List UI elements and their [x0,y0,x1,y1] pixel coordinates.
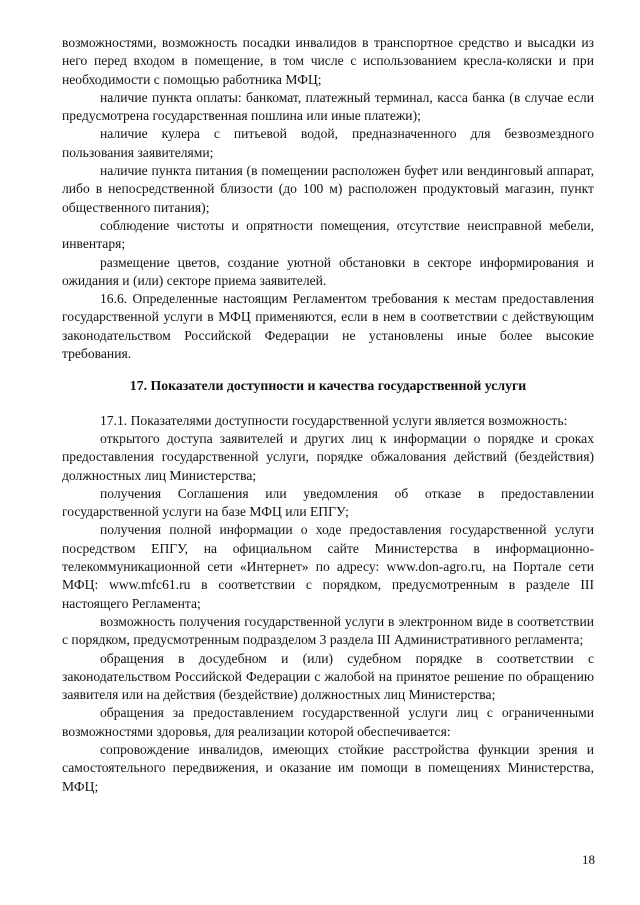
paragraph-water-cooler: наличие кулера с питьевой водой, предназначенного для безвозмездного пользования заявителями; [62,126,594,160]
paragraph-continuation: возможностями, возможность посадки инвалидов в транспортное средство и высадки из него перед входом в помещение, в том числе с использованием кресла-коляски и при необходимости с помощью работника МФЦ; [62,35,594,87]
paragraph-open-access: открытого доступа заявителей и других лиц к информации о порядке и сроках предоставления государственной услуги, порядке обжалования действий (бездействия) должностных лиц Министерства; [62,430,594,483]
paragraph-flowers: размещение цветов, создание уютной обстановки в секторе информирования и ожидания и (или) секторе приема заявителей. [62,254,594,288]
paragraph-electronic: возможность получения государственной услуги в электронном виде в соответствии с порядком, предусмотренным подразделом 3 раздела III Административного регламента; [62,613,594,648]
paragraph-payment-point: наличие пункта оплаты: банкомат, платежный терминал, касса банка (в случае если предусмотрена государственная пошлина или иные платежи); [62,89,594,124]
page-number: 18 [582,852,595,867]
paragraph-full-info: получения полной информации о ходе предоставления государственной услуги посредством ЕПГУ, на официальном сайте Министерства в информационно-телекоммуникационной сети «Интернет» по адресу: www.don-agro.ru, на Портале сети МФЦ: www.mfc61.ru в соответствии с порядком, предусмотренным в разделе III настоящего Регламента; [62,522,594,611]
paragraph-agreement: получения Соглашения или уведомления об отказе в предоставлении государственной услуги на базе МФЦ или ЕПГУ; [62,485,594,520]
paragraph-food-point: наличие пункта питания (в помещении расположен буфет или вендинговый аппарат, либо в непосредственной близости (до 100 м) расположен продуктовый магазин, пункт общественного питания); [62,163,594,215]
paragraph-escort: сопровождение инвалидов, имеющих стойкие расстройства функции зрения и самостоятельного передвижения, и оказание им помощи в помещениях Министерства, МФЦ; [62,741,594,794]
paragraph-17-1: 17.1. Показателями доступности государственной услуги является возможность: [100,412,568,428]
paragraph-disabled-access: обращения за предоставлением государственной услуги лиц с ограниченными возможностями здоровья, для реализации которой обеспечивается: [62,705,594,739]
section-heading: 17. Показатели доступности и качества государственной услуги [129,378,527,394]
paragraph-appeal: обращения в досудебном и (или) судебном порядке в соответствии с законодательством Российской Федерации с жалобой на принятое решение по обращению заявителя или на действия (бездействие) должностных лиц Министерства; [62,650,594,703]
document-page [62,34,594,796]
paragraph-cleanliness: соблюдение чистоты и опрятности помещения, отсутствие неисправной мебели, инвентаря; [62,217,594,252]
paragraph-16-6: 16.6. Определенные настоящим Регламентом требования к местам предоставления государственной услуги в МФЦ применяются, если в нем в соответствии с действующим законодательством Российской Федерации не установлены иные более высокие требования. [62,291,594,362]
